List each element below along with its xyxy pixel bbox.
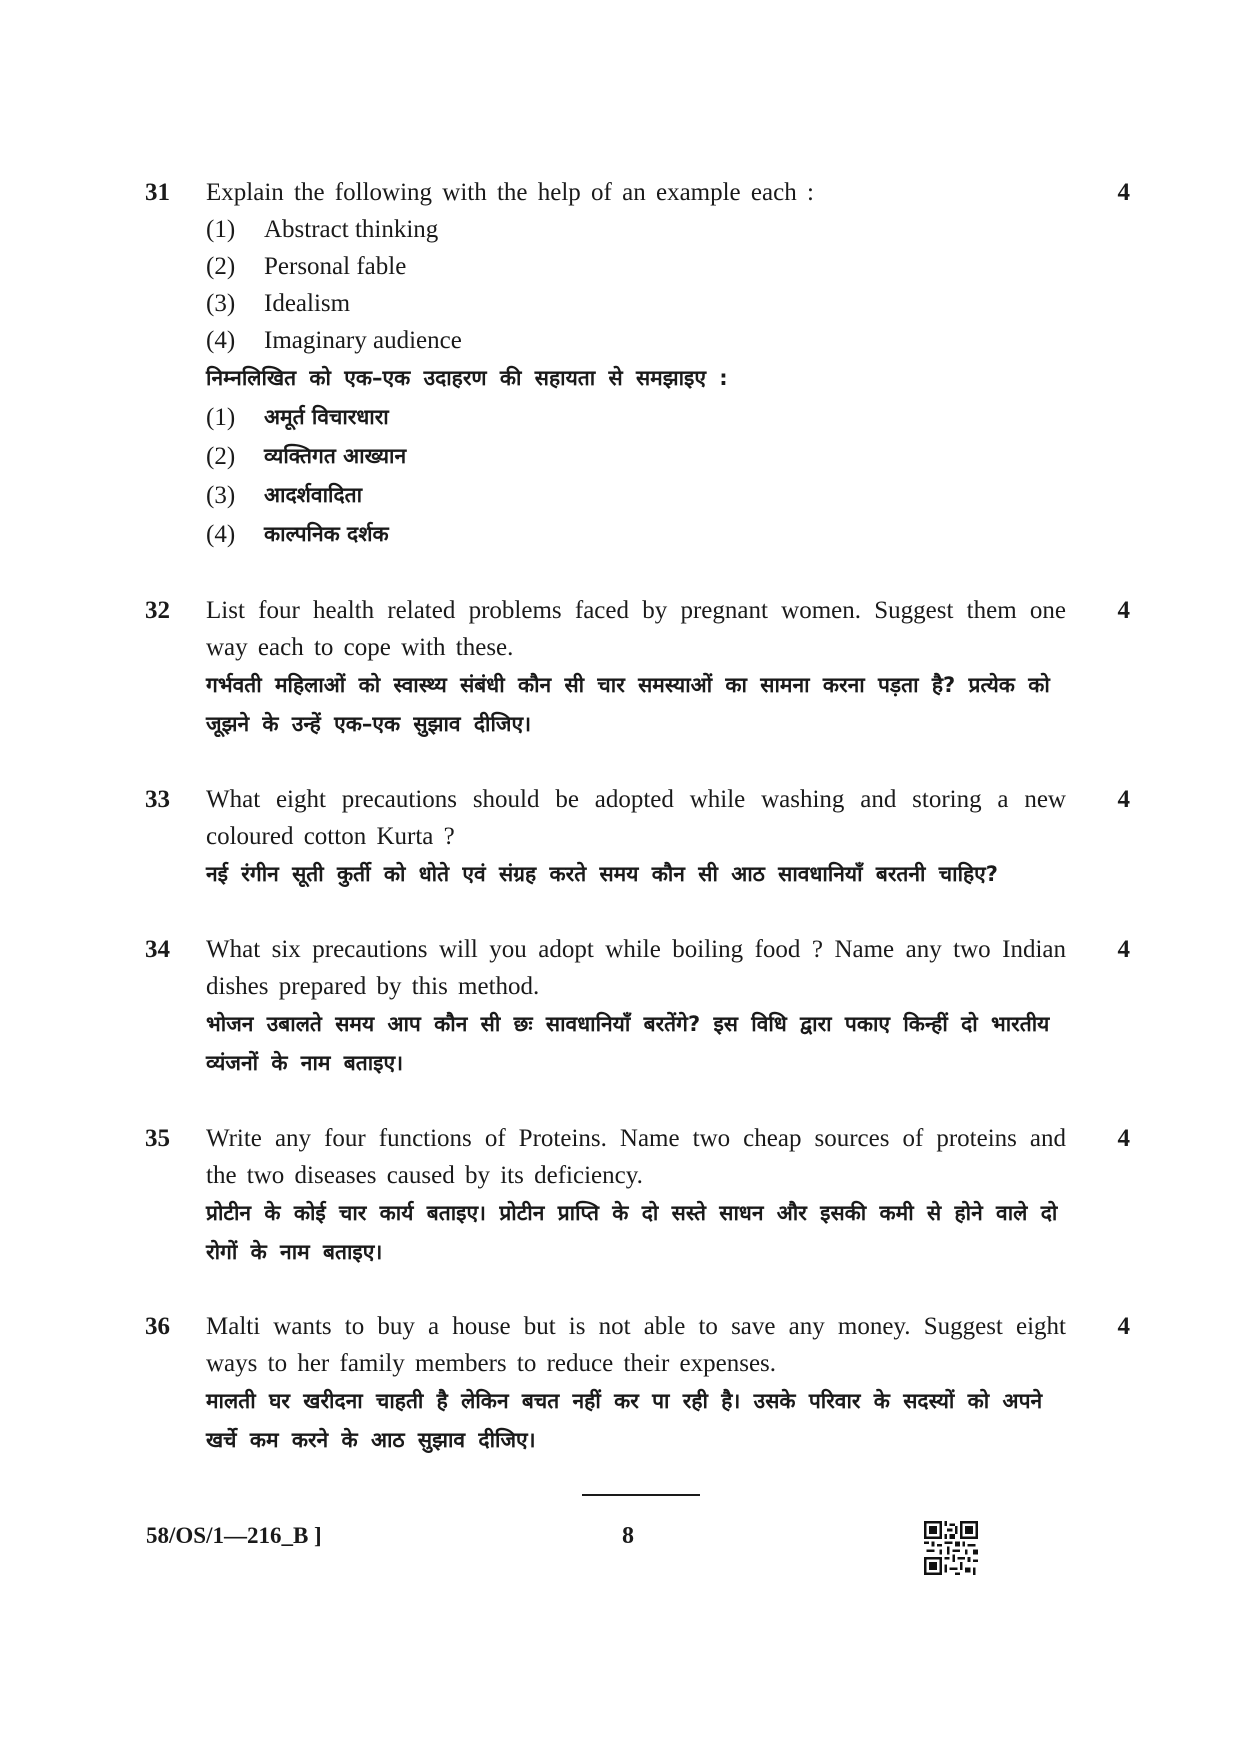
question-text-english: What eight precautions should be adopted while washing and storing a new coloured cotton Kurta ?	[206, 786, 1066, 850]
question-text-hindi: नई रंगीन सूती कुर्ती को धोते एवं संग्रह करते समय कौन सी आठ सावधानियाँ बरतनी चाहिए?	[206, 862, 998, 886]
question-34	[145, 931, 1130, 1083]
question-number: 33	[145, 786, 170, 813]
sub-item-english: (3) Idealism	[206, 290, 351, 317]
question-31	[145, 174, 1130, 554]
question-text-english: List four health related problems faced by pregnant women. Suggest them one way each to cope with these.	[206, 597, 1066, 661]
question-marks: 4	[1117, 936, 1130, 963]
sub-item-hindi: (4) काल्पनिक दर्शक	[206, 521, 389, 548]
sub-item-hindi: (1) अमूर्त विचारधारा	[206, 404, 389, 431]
question-36	[145, 1308, 1130, 1460]
sub-item-english: (1) Abstract thinking	[206, 216, 439, 243]
question-text-hindi: भोजन उबालते समय आप कौन सी छः सावधानियाँ बरतेंगे? इस विधि द्वारा पकाए किन्हीं दो भारतीय व्यंजनों के नाम बताइए।	[206, 1012, 1050, 1075]
question-text-english: Explain the following with the help of an example each :	[206, 179, 814, 206]
sub-item-english: (2) Personal fable	[206, 253, 407, 280]
question-marks: 4	[1117, 597, 1130, 624]
question-marks: 4	[1117, 786, 1130, 813]
question-marks: 4	[1117, 1125, 1130, 1152]
sub-item-hindi: (3) आदर्शवादिता	[206, 482, 363, 509]
question-text-english: What six precautions will you adopt while boiling food ? Name any two Indian dishes prepared by this method.	[206, 936, 1066, 1000]
question-text-hindi: प्रोटीन के कोई चार कार्य बताइए। प्रोटीन प्राप्ति के दो सस्ते साधन और इसकी कमी से होने वाले दो रोगों के नाम बताइए।	[206, 1201, 1058, 1264]
question-text-english: Write any four functions of Proteins. Name two cheap sources of proteins and the two diseases caused by its deficiency.	[206, 1125, 1066, 1189]
question-number: 31	[145, 179, 170, 206]
question-number: 32	[145, 597, 170, 624]
question-number: 36	[145, 1313, 170, 1340]
question-marks: 4	[1117, 1313, 1130, 1340]
question-32	[145, 592, 1130, 744]
sub-item-hindi: (2) व्यक्तिगत आख्यान	[206, 443, 407, 470]
question-marks: 4	[1117, 179, 1130, 206]
question-35	[145, 1120, 1130, 1272]
sub-item-english: (4) Imaginary audience	[206, 327, 462, 354]
question-number: 34	[145, 936, 170, 963]
paper-code: 58/OS/1—216_B ]	[146, 1523, 322, 1548]
end-rule	[582, 1494, 700, 1496]
question-number: 35	[145, 1125, 170, 1152]
question-33	[145, 781, 1130, 894]
question-text-english: Malti wants to buy a house but is not able to save any money. Suggest eight ways to her family members to reduce their expenses.	[206, 1313, 1066, 1377]
question-text-hindi: गर्भवती महिलाओं को स्वास्थ्य संबंधी कौन सी चार समस्याओं का सामना करना पड़ता है? प्रत्येक को जूझने के उन्हें एक–एक सुझाव दीजिए।	[206, 673, 1050, 736]
question-text-hindi: मालती घर खरीदना चाहती है लेकिन बचत नहीं कर पा रही है। उसके परिवार के सदस्यों को अपने खर्चे कम करने के आठ सुझाव दीजिए।	[206, 1389, 1043, 1452]
question-text-hindi: निम्नलिखित को एक–एक उदाहरण की सहायता से समझाइए :	[206, 366, 728, 390]
page-number: 8	[622, 1523, 634, 1549]
qr-code-icon	[924, 1521, 978, 1575]
